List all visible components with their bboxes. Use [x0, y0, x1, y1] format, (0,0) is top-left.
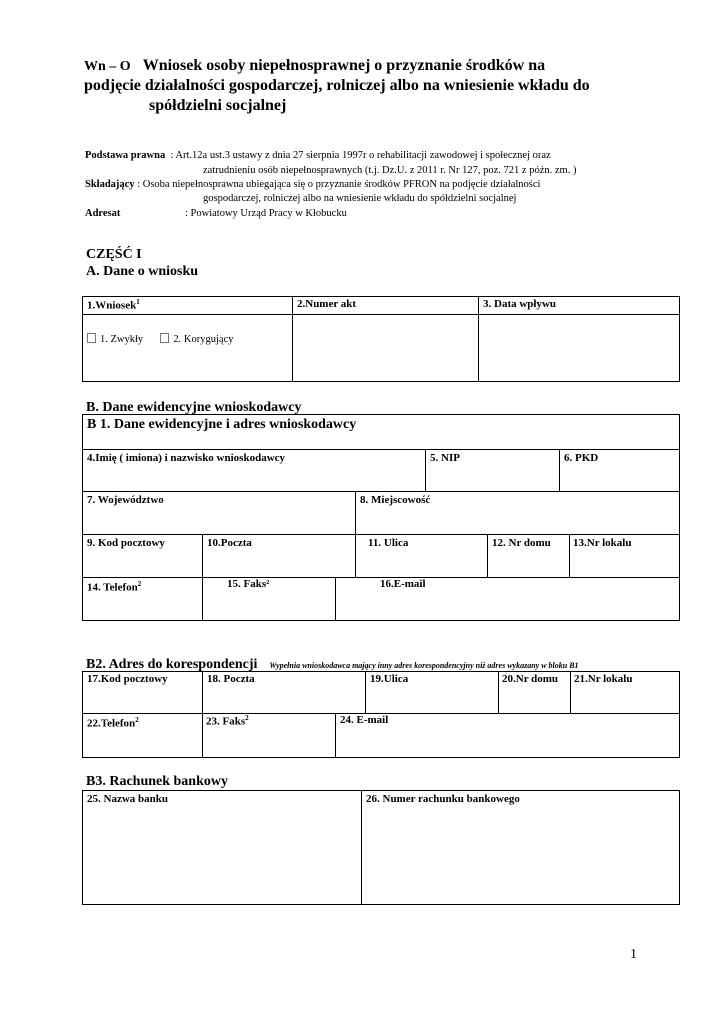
podstawa-line — [85, 149, 551, 163]
field-12-label: 12. Nr domu — [492, 537, 551, 549]
adresat-text: : Powiatowy Urząd Pracy w Kłobucku — [185, 208, 347, 219]
field-23-text: 23. Faks — [206, 715, 246, 728]
option-korygujacy-label: 2. Korygujący — [173, 334, 234, 345]
field-9-label: 9. Kod pocztowy — [87, 537, 165, 549]
field-14-label — [87, 580, 141, 594]
section-b1-title: B 1. Dane ewidencyjne i adres wnioskodawcy — [87, 417, 357, 432]
option-zwykly-label: 1. Zwykły — [100, 334, 144, 345]
field-23-footnote: 2 — [245, 714, 249, 722]
adresat-label: Adresat — [85, 208, 121, 219]
section-b-title: B. Dane ewidencyjne wnioskodawcy — [86, 400, 302, 415]
data-wplywu-label: 3. Data wpływu — [483, 298, 557, 310]
field-4-label: 4.Imię ( imiona) i nazwisko wnioskodawcy — [87, 452, 286, 464]
field-10-label: 10.Poczta — [207, 537, 252, 549]
data-wplywu-field[interactable] — [479, 315, 679, 381]
field-5-label: 5. NIP — [430, 452, 460, 464]
field-23-label — [206, 714, 249, 728]
form-title — [84, 56, 545, 76]
field-24-label: 24. E-mail — [340, 714, 389, 726]
field-21-label: 21.Nr lokalu — [574, 673, 633, 685]
adresat-line — [85, 207, 347, 221]
wniosek-options — [87, 333, 234, 345]
section-b3-title: B3. Rachunek bankowy — [86, 774, 228, 789]
field-11-label: 11. Ulica — [368, 537, 409, 549]
checkbox-korygujacy[interactable] — [160, 333, 169, 343]
field-22-label — [87, 716, 139, 730]
skladajacy-line — [85, 178, 540, 192]
numer-akt-label: 2.Numer akt — [297, 298, 357, 310]
wniosek-label — [87, 298, 140, 312]
field-22-footnote: 2 — [135, 716, 139, 724]
skladajacy-text-2: gospodarczej, rolniczej albo na wniesienie wkładu do spółdzielni socjalnej — [203, 193, 517, 204]
title-line-1: Wniosek osoby niepełnosprawnej o przyznanie środków na — [142, 57, 546, 74]
podstawa-text-2: zatrudnieniu osób niepełnosprawnych (t.j. Dz.U. z 2011 r. Nr 127, poz. 721 z późn. zm. ) — [203, 165, 577, 176]
field-17-label: 17.Kod pocztowy — [87, 673, 168, 685]
page-number: 1 — [630, 947, 637, 962]
field-22-text: 22.Telefon — [87, 717, 136, 730]
field-19-label: 19.Ulica — [370, 673, 409, 685]
field-18-label: 18. Poczta — [207, 673, 255, 685]
section-a-title: A. Dane o wniosku — [86, 264, 199, 279]
skladajacy-text-1: : Osoba niepełnosprawna ubiegająca się o przyznanie środków PFRON na podjęcie działalności — [137, 179, 541, 190]
field-14-footnote: 2 — [137, 580, 142, 588]
title-line-3: spółdzielni socjalnej — [149, 97, 287, 114]
field-25-label: 25. Nazwa banku — [87, 793, 168, 805]
section-b2-title: B2. Adres do korespondencji — [86, 657, 258, 672]
checkbox-zwykly[interactable] — [87, 333, 96, 343]
wniosek-label-text: 1.Wniosek — [87, 299, 137, 312]
field-6-label: 6. PKD — [564, 452, 599, 464]
field-26-label: 26. Numer rachunku bankowego — [366, 793, 520, 805]
title-line-2: podjęcie działalności gospodarczej, rolniczej albo na wniesienie wkładu do — [84, 77, 590, 94]
field-16-label: 16.E-mail — [380, 578, 426, 590]
option-zwykly[interactable] — [87, 334, 143, 345]
podstawa-text-1: : Art.12a ust.3 ustawy z dnia 27 sierpnia 1997r o rehabilitacji zawodowej i społecznej oraz — [170, 150, 551, 161]
skladajacy-label: Składający — [85, 179, 135, 190]
wniosek-footnote: 1 — [136, 298, 140, 306]
part-title: CZĘŚĆ I — [86, 247, 142, 262]
form-code: Wn – O — [84, 59, 131, 74]
field-13-label: 13.Nr lokalu — [573, 537, 632, 549]
field-8-label: 8. Miejscowość — [360, 494, 431, 506]
section-b2-note: Wypełnia wnioskodawca mający inny adres korespondencyjny niż adres wykazany w bloku B1 — [269, 661, 579, 670]
field-15-label: 15. Faks² — [227, 578, 270, 590]
numer-akt-field[interactable] — [293, 315, 478, 381]
option-korygujacy[interactable] — [160, 334, 233, 345]
podstawa-label: Podstawa prawna — [85, 150, 166, 161]
field-14-text: 14. Telefon — [87, 581, 138, 594]
section-b3-table — [82, 790, 680, 905]
field-7-label: 7. Województwo — [87, 494, 164, 506]
field-20-label: 20.Nr domu — [502, 673, 559, 685]
